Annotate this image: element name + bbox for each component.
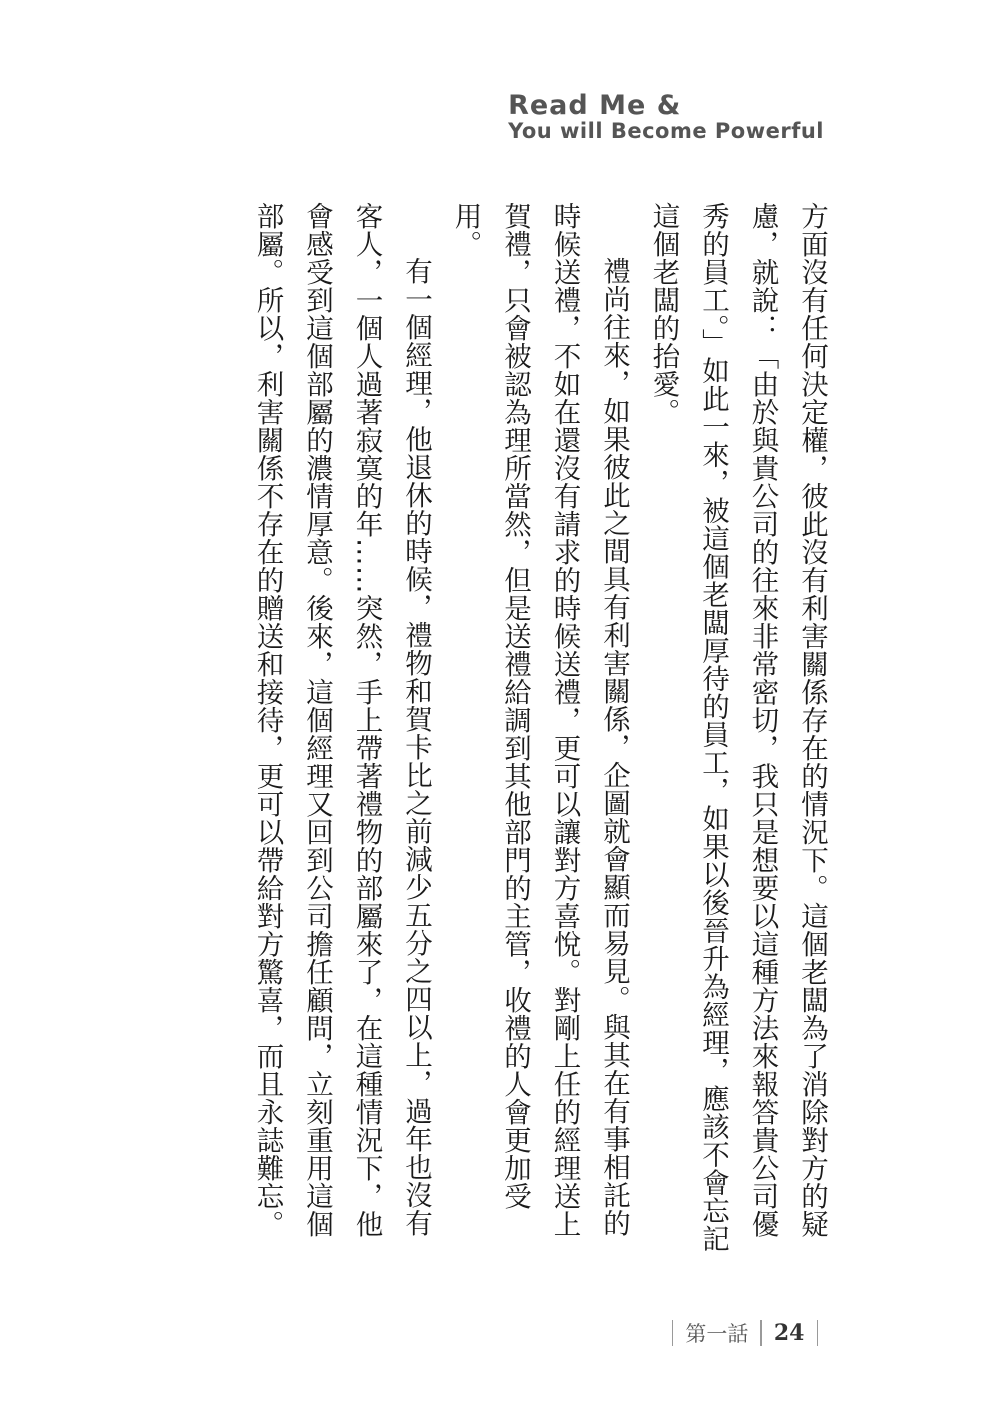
chapter-label: 第一話 bbox=[685, 1322, 749, 1346]
paragraph-1: 方面沒有任何決定權，彼此沒有利害關係存在的情況下。這個老闆為了消除對方的疑慮，就說：「由於與貴公司的往來非常密切，我只是想要以這種方法來報答貴公司優秀的員工。」如此一來，被這個老闆厚待的員工，如果以後晉升為經理，應該不會忘記這個老闆的抬愛。 bbox=[647, 202, 828, 1253]
running-header bbox=[508, 92, 824, 142]
divider bbox=[672, 1320, 674, 1346]
page-number: 24 bbox=[773, 1320, 805, 1346]
divider bbox=[817, 1320, 819, 1346]
divider bbox=[760, 1320, 762, 1346]
running-header-line-1: Read Me & bbox=[508, 90, 682, 121]
paragraph-2: 禮尚往來，如果彼此之間具有利害關係，企圖就會顯而易見。與其在有事相託的時候送禮，不如在還沒有請求的時候送禮，更可以讓對方喜悅。對剛上任的經理送上賀禮，只會被認為理所當然，但是送禮給調到其他部門的主管，收禮的人會更加受用。 bbox=[449, 202, 630, 1238]
running-header-line-2: You will Become Powerful bbox=[508, 119, 824, 144]
page-footer bbox=[660, 1318, 830, 1348]
paragraph-3: 有一個經理，他退休的時候，禮物和賀卡比之前減少五分之四以上，過年也沒有客人，一個人過著寂寞的年……突然，手上帶著禮物的部屬來了，在這種情況下，他會感受到這個部屬的濃情厚意。後來，這個經理又回到公司擔任顧問，立刻重用這個部屬。所以，利害關係不存在的贈送和接待，更可以帶給對方驚喜，而且永誌難忘。 bbox=[251, 202, 432, 1238]
body-text bbox=[242, 202, 836, 1262]
